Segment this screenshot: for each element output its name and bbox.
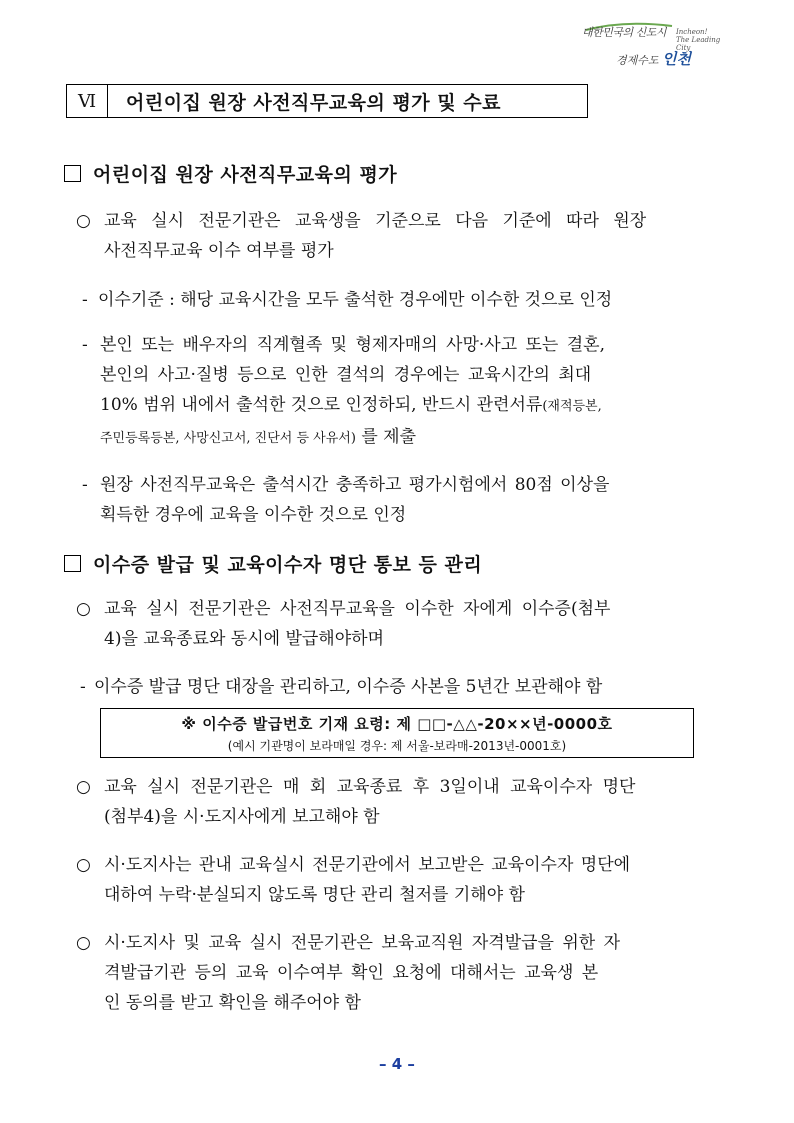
note-format: ※ 이수증 발급번호 기재 요령: 제 □□-△△-20××년-0000호	[181, 715, 613, 733]
section-heading-certificate	[64, 550, 482, 577]
circle-bullet: ○	[76, 855, 91, 875]
text-line: 시·도지사 및 교육 실시 전문기관은 보육교직원 자격발급을 위한 자	[104, 933, 621, 953]
text-line: 교육 실시 전문기관은 교육생을 기준으로 다음 기준에 따라 원장	[104, 211, 647, 231]
text-line: 교육 실시 전문기관은 매 회 교육종료 후 3일이내 교육이수자 명단	[104, 777, 636, 797]
text-line: 시·도지사는 관내 교육실시 전문기관에서 보고받은 교육이수자 명단에	[104, 855, 631, 875]
chapter-number: Ⅵ	[67, 85, 108, 117]
paragraph-evaluation-criteria	[76, 206, 726, 266]
logo-line1: 대한민국의 신도시	[582, 26, 667, 39]
text-line: 4)을 교육종료와 동시에 발급해야하며	[104, 629, 384, 649]
text-line: 원장 사전직무교육은 출석시간 충족하고 평가시험에서 80점 이상을	[100, 475, 610, 495]
text-small: 주민등록등본, 사망신고서, 진단서 등 사유서)	[100, 431, 356, 446]
square-bullet-icon	[64, 165, 81, 182]
section-heading-text: 어린이집 원장 사전직무교육의 평가	[93, 164, 398, 186]
chapter-title: 어린이집 원장 사전직무교육의 평가 및 수료	[126, 91, 501, 114]
text-line: 본인 또는 배우자의 직계혈족 및 형제자매의 사망·사고 또는 결혼,	[100, 335, 606, 355]
text-line: 이수증 발급 명단 대장을 관리하고, 이수증 사본을 5년간 보관해야 함	[94, 677, 603, 697]
circle-bullet: ○	[76, 211, 91, 231]
logo-slogan-2	[616, 48, 691, 69]
logo-english-1: Incheon!	[676, 28, 708, 36]
section-heading-text: 이수증 발급 및 교육이수자 명단 통보 등 관리	[93, 554, 483, 576]
text-line: 인 동의를 받고 확인을 해주어야 함	[104, 993, 361, 1013]
paragraph-exam-criteria	[82, 470, 727, 530]
page-number: – 4 –	[379, 1055, 415, 1073]
text-line: 격발급기관 등의 교육 이수여부 확인 요청에 대해서는 교육생 본	[104, 963, 599, 983]
paragraph-certificate-issue	[76, 594, 726, 654]
logo-brand-incheon: 인천	[662, 50, 691, 68]
text-line: 획득한 경우에 교육을 이수한 것으로 인정	[100, 505, 407, 525]
paragraph-certificate-ledger	[80, 672, 720, 702]
logo-english-2: The Leading City	[676, 36, 721, 52]
text-line: 대하여 누락·분실되지 않도록 명단 관리 철저를 기해야 함	[104, 885, 525, 905]
section-heading-evaluation	[64, 160, 397, 187]
text-line: 이수기준 : 해당 교육시간을 모두 출석한 경우에만 이수한 것으로 인정	[98, 290, 613, 310]
circle-bullet: ○	[76, 933, 91, 953]
dash-bullet: -	[82, 475, 88, 495]
logo-line2: 경제수도	[616, 54, 659, 67]
circle-bullet: ○	[76, 599, 91, 619]
paragraph-report-list	[76, 772, 726, 832]
text-line: 10% 범위 내에서 출석한 것으로 인정하되, 반드시 관련서류	[100, 395, 543, 415]
circle-bullet: ○	[76, 777, 91, 797]
text-small: (재적등본,	[542, 399, 602, 414]
paragraph-verification-request	[76, 928, 726, 1018]
chapter-title-box	[66, 84, 588, 118]
certificate-number-note	[100, 708, 694, 758]
text-line: 교육 실시 전문기관은 사전직무교육을 이수한 자에게 이수증(첨부	[104, 599, 611, 619]
logo-slogan-1	[582, 24, 666, 40]
dash-bullet: -	[80, 677, 86, 697]
incheon-logo	[582, 22, 732, 72]
paragraph-completion-criteria	[82, 285, 722, 315]
paragraph-absence-exception	[82, 330, 727, 454]
paragraph-list-management	[76, 850, 726, 910]
text-line: (첨부4)을 시·도지사에게 보고해야 함	[104, 807, 380, 827]
dash-bullet: -	[82, 290, 88, 310]
text-line: 본인의 사고·질병 등으로 인한 결석의 경우에는 교육시간의 최대	[100, 365, 592, 385]
text-line: 를 제출	[361, 427, 416, 447]
note-example: (예시 기관명이 보라매일 경우: 제 서울-보라매-2013년-0001호)	[227, 739, 567, 753]
square-bullet-icon	[64, 555, 81, 572]
dash-bullet: -	[82, 335, 88, 355]
text-line: 사전직무교육 이수 여부를 평가	[104, 241, 334, 261]
